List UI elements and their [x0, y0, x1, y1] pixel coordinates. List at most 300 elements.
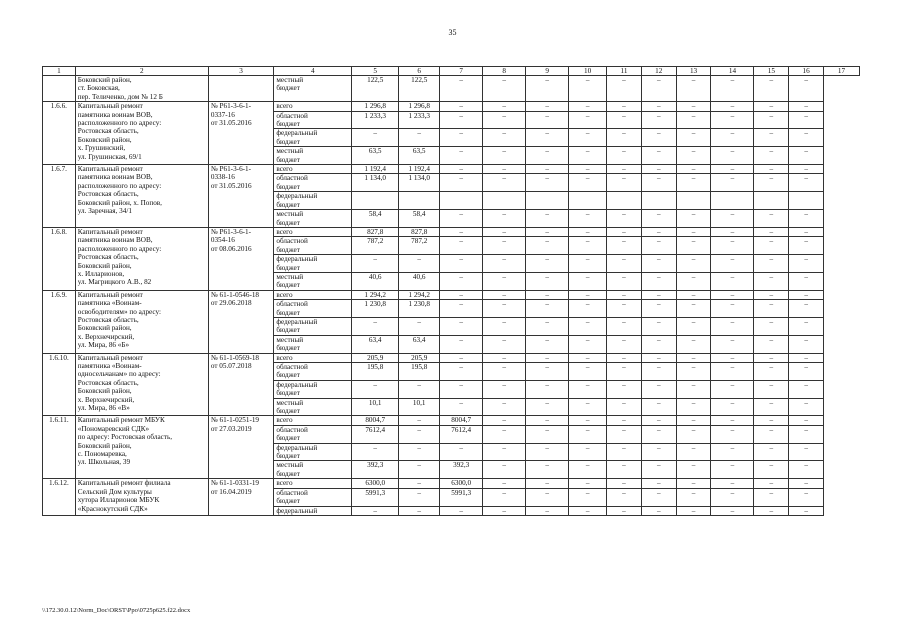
- header-cell: 3: [208, 67, 274, 76]
- header-cell: 13: [676, 67, 711, 76]
- amount-cell: –: [483, 237, 526, 255]
- amount-cell: –: [789, 443, 824, 461]
- funding-source: [274, 165, 352, 174]
- amount-cell: –: [483, 398, 526, 416]
- amount-cell: 5991,3: [352, 488, 399, 506]
- amount-cell: –: [483, 210, 526, 228]
- description-line: Боковский район,: [77, 261, 132, 270]
- amount-cell: –: [754, 506, 789, 515]
- funding-source: [274, 129, 352, 147]
- amount-cell: –: [676, 102, 711, 111]
- amount-cell: –: [676, 317, 711, 335]
- table-row: [43, 479, 860, 488]
- item-description: [75, 416, 208, 479]
- amount-cell: –: [440, 443, 483, 461]
- amount-cell: –: [483, 461, 526, 479]
- description-line: памятника воинам ВОВ,: [77, 110, 153, 119]
- funding-source-line: федеральный: [276, 192, 318, 201]
- amount-cell: –: [526, 398, 569, 416]
- amount-cell: 63,4: [352, 335, 399, 353]
- amount-cell: –: [789, 317, 824, 335]
- amount-cell: –: [483, 506, 526, 515]
- funding-source: [274, 255, 352, 273]
- amount-cell: 58,4: [399, 210, 440, 228]
- amount-cell: –: [676, 290, 711, 299]
- amount-cell: –: [569, 380, 607, 398]
- amount-cell: –: [440, 102, 483, 111]
- amount-cell: –: [440, 129, 483, 147]
- document-line: № 61-1-0251-19: [210, 416, 260, 425]
- amount-cell: 8004,7: [352, 416, 399, 425]
- funding-source: [274, 461, 352, 479]
- funding-source: [274, 425, 352, 443]
- document-line: от 31.05.2016: [210, 181, 252, 190]
- amount-cell: –: [711, 363, 754, 381]
- funding-source: [274, 416, 352, 425]
- amount-cell: 195,8: [399, 363, 440, 381]
- amount-cell: –: [607, 272, 642, 290]
- amount-cell: –: [569, 102, 607, 111]
- funding-source-line: бюджет: [276, 452, 300, 461]
- amount-cell: –: [641, 461, 676, 479]
- amount-cell: [607, 192, 642, 210]
- description-line: ст. Боковская,: [77, 84, 120, 93]
- amount-cell: –: [526, 174, 569, 192]
- expertise-document: [208, 290, 274, 353]
- table-body: [43, 76, 860, 516]
- description-line: Боковский район,: [77, 387, 132, 396]
- amount-cell: –: [711, 416, 754, 425]
- description-line: ул. Заречная, 34/1: [77, 207, 132, 216]
- amount-cell: 58,4: [352, 210, 399, 228]
- expertise-document: [208, 479, 274, 516]
- amount-cell: –: [711, 425, 754, 443]
- amount-cell: –: [641, 129, 676, 147]
- amount-cell: –: [352, 255, 399, 273]
- table-row: [43, 102, 860, 111]
- funding-source-line: бюджет: [276, 263, 300, 272]
- amount-cell: –: [483, 111, 526, 129]
- document-line: № Р61-3-6-1-: [210, 227, 252, 236]
- description-line: Боковский район,: [77, 135, 132, 144]
- funding-source: [274, 363, 352, 381]
- amount-cell: –: [789, 506, 824, 515]
- amount-cell: –: [526, 76, 569, 102]
- amount-cell: –: [711, 272, 754, 290]
- amount-cell: 392,3: [352, 461, 399, 479]
- amount-cell: –: [676, 461, 711, 479]
- funding-source-line: федеральный: [276, 380, 318, 389]
- amount-cell: –: [569, 147, 607, 165]
- amount-cell: –: [641, 335, 676, 353]
- amount-cell: –: [607, 416, 642, 425]
- amount-cell: –: [754, 290, 789, 299]
- amount-cell: –: [754, 335, 789, 353]
- amount-cell: [352, 192, 399, 210]
- description-line: Ростовская область,: [77, 378, 139, 387]
- header-cell: 14: [711, 67, 754, 76]
- amount-cell: –: [754, 237, 789, 255]
- amount-cell: –: [607, 174, 642, 192]
- amount-cell: –: [483, 102, 526, 111]
- funding-source: [274, 102, 352, 111]
- funding-source-line: бюджет: [276, 218, 300, 227]
- table-row: [43, 416, 860, 425]
- amount-cell: –: [789, 425, 824, 443]
- description-line: памятника воинам ВОВ,: [77, 173, 153, 182]
- amount-cell: –: [676, 416, 711, 425]
- item-description: [75, 165, 208, 228]
- amount-cell: –: [569, 174, 607, 192]
- funding-source-line: областной: [276, 174, 308, 183]
- description-line: ул. Магрицкого А.В., 82: [77, 278, 152, 287]
- document-line: от 27.03.2019: [210, 424, 252, 433]
- amount-cell: –: [711, 506, 754, 515]
- header-cell: 5: [352, 67, 399, 76]
- funding-source: [274, 174, 352, 192]
- amount-cell: –: [641, 227, 676, 236]
- amount-cell: –: [641, 174, 676, 192]
- amount-cell: –: [641, 290, 676, 299]
- amount-cell: –: [711, 300, 754, 318]
- amount-cell: –: [440, 363, 483, 381]
- amount-cell: –: [440, 353, 483, 362]
- funding-source-line: федеральный: [276, 443, 318, 452]
- amount-cell: –: [607, 300, 642, 318]
- amount-cell: 63,5: [399, 147, 440, 165]
- amount-cell: 10,1: [399, 398, 440, 416]
- amount-cell: –: [641, 506, 676, 515]
- amount-cell: –: [607, 111, 642, 129]
- amount-cell: –: [789, 479, 824, 488]
- amount-cell: –: [676, 443, 711, 461]
- description-line: ул. Школьная, 39: [77, 458, 131, 467]
- description-line: ул. Мира, 86 «Б»: [77, 341, 130, 350]
- amount-cell: –: [754, 300, 789, 318]
- amount-cell: –: [789, 353, 824, 362]
- amount-cell: 1 296,8: [352, 102, 399, 111]
- amount-cell: –: [569, 111, 607, 129]
- funding-source-line: всего: [276, 416, 293, 425]
- amount-cell: –: [483, 76, 526, 102]
- table-header: [43, 67, 860, 76]
- funding-source-line: бюджет: [276, 137, 300, 146]
- description-line: «Пономаревский СДК»: [77, 424, 150, 433]
- amount-cell: –: [641, 237, 676, 255]
- description-line: расположенного по адресу:: [77, 119, 162, 128]
- expertise-document: [208, 353, 274, 416]
- amount-cell: –: [711, 488, 754, 506]
- amount-cell: –: [483, 227, 526, 236]
- amount-cell: –: [607, 147, 642, 165]
- amount-cell: –: [483, 488, 526, 506]
- amount-cell: –: [399, 488, 440, 506]
- header-row: [43, 67, 860, 76]
- amount-cell: 205,9: [352, 353, 399, 362]
- amount-cell: –: [483, 425, 526, 443]
- amount-cell: –: [754, 363, 789, 381]
- amount-cell: –: [569, 488, 607, 506]
- amount-cell: –: [483, 479, 526, 488]
- amount-cell: –: [676, 488, 711, 506]
- header-cell: 11: [607, 67, 642, 76]
- funding-source-line: всего: [276, 290, 293, 299]
- amount-cell: 1 192,4: [399, 165, 440, 174]
- amount-cell: –: [569, 461, 607, 479]
- table-row: [43, 227, 860, 236]
- header-cell: 8: [483, 67, 526, 76]
- funding-source-line: бюджет: [276, 155, 300, 164]
- amount-cell: –: [676, 129, 711, 147]
- item-number: [43, 76, 76, 102]
- amount-cell: –: [399, 443, 440, 461]
- amount-cell: –: [483, 290, 526, 299]
- amount-cell: –: [676, 425, 711, 443]
- amount-cell: –: [526, 210, 569, 228]
- item-number: 1.6.6.: [43, 102, 76, 165]
- amount-cell: –: [641, 210, 676, 228]
- description-line: расположенного по адресу:: [77, 181, 162, 190]
- amount-cell: –: [607, 398, 642, 416]
- amount-cell: –: [399, 317, 440, 335]
- amount-cell: –: [526, 165, 569, 174]
- amount-cell: –: [526, 461, 569, 479]
- document-line: № 61-1-0331-19: [210, 479, 260, 488]
- amount-cell: –: [607, 479, 642, 488]
- description-line: х. Верхнечирский,: [77, 395, 135, 404]
- funding-source-line: всего: [276, 479, 293, 488]
- amount-cell: –: [483, 443, 526, 461]
- funding-source: [274, 76, 352, 102]
- amount-cell: –: [483, 335, 526, 353]
- amount-cell: –: [711, 210, 754, 228]
- amount-cell: –: [569, 425, 607, 443]
- funding-source-line: бюджет: [276, 407, 300, 416]
- amount-cell: –: [676, 353, 711, 362]
- amount-cell: –: [607, 461, 642, 479]
- funding-source-line: федеральный: [276, 255, 318, 264]
- amount-cell: –: [569, 506, 607, 515]
- funding-source: [274, 290, 352, 299]
- item-number: 1.6.7.: [43, 165, 76, 228]
- amount-cell: –: [526, 488, 569, 506]
- funding-source-line: всего: [276, 353, 293, 362]
- document-line: от 08.06.2016: [210, 244, 252, 253]
- funding-source: [274, 300, 352, 318]
- amount-cell: –: [711, 398, 754, 416]
- description-line: Боковский район, х. Попов,: [77, 198, 162, 207]
- funding-source: [274, 443, 352, 461]
- amount-cell: –: [607, 488, 642, 506]
- amount-cell: –: [607, 165, 642, 174]
- amount-cell: –: [754, 111, 789, 129]
- funding-source: [274, 335, 352, 353]
- item-description: [75, 479, 208, 516]
- amount-cell: –: [440, 237, 483, 255]
- description-line: «Краснокутский СДК»: [77, 504, 148, 513]
- funding-source-line: местный: [276, 335, 304, 344]
- amount-cell: 787,2: [399, 237, 440, 255]
- amount-cell: 7612,4: [352, 425, 399, 443]
- amount-cell: –: [399, 129, 440, 147]
- amount-cell: –: [440, 380, 483, 398]
- funding-source: [274, 398, 352, 416]
- amount-cell: –: [526, 353, 569, 362]
- amount-cell: –: [711, 147, 754, 165]
- funding-source-line: местный: [276, 398, 304, 407]
- amount-cell: –: [440, 174, 483, 192]
- amount-cell: –: [676, 227, 711, 236]
- funding-source: [274, 111, 352, 129]
- amount-cell: 205,9: [399, 353, 440, 362]
- document-line: 0338-16: [210, 173, 235, 182]
- expertise-document: [208, 227, 274, 290]
- amount-cell: –: [711, 129, 754, 147]
- header-cell: 4: [274, 67, 352, 76]
- amount-cell: –: [641, 398, 676, 416]
- amount-cell: 1 294,2: [352, 290, 399, 299]
- description-line: Капитальный ремонт: [77, 353, 143, 362]
- amount-cell: –: [440, 111, 483, 129]
- funding-source: [274, 227, 352, 236]
- document-line: от 16.04.2019: [210, 487, 252, 496]
- funding-source-line: бюджет: [276, 371, 300, 380]
- funding-source: [274, 353, 352, 362]
- header-cell: 16: [789, 67, 824, 76]
- amount-cell: –: [352, 317, 399, 335]
- amount-cell: –: [641, 147, 676, 165]
- amount-cell: –: [569, 363, 607, 381]
- amount-cell: –: [641, 165, 676, 174]
- description-line: односельчанам» по адресу:: [77, 370, 161, 379]
- amount-cell: –: [483, 300, 526, 318]
- document-line: 0337-16: [210, 110, 235, 119]
- amount-cell: –: [789, 488, 824, 506]
- amount-cell: –: [607, 290, 642, 299]
- amount-cell: –: [789, 237, 824, 255]
- document-line: от 29.06.2018: [210, 299, 252, 308]
- amount-cell: –: [754, 165, 789, 174]
- funding-source-line: бюджет: [276, 182, 300, 191]
- amount-cell: –: [789, 398, 824, 416]
- amount-cell: –: [754, 255, 789, 273]
- amount-cell: –: [526, 443, 569, 461]
- description-line: Капитальный ремонт: [77, 102, 143, 111]
- amount-cell: –: [569, 479, 607, 488]
- amount-cell: –: [641, 76, 676, 102]
- description-line: ул. Грушинская, 69/1: [77, 152, 142, 161]
- amount-cell: 1 230,8: [399, 300, 440, 318]
- amount-cell: [483, 192, 526, 210]
- amount-cell: –: [440, 506, 483, 515]
- amount-cell: –: [754, 461, 789, 479]
- amount-cell: –: [676, 147, 711, 165]
- amount-cell: –: [440, 227, 483, 236]
- amount-cell: –: [526, 272, 569, 290]
- amount-cell: –: [641, 488, 676, 506]
- funding-source: [274, 272, 352, 290]
- amount-cell: –: [754, 272, 789, 290]
- item-description: [75, 227, 208, 290]
- amount-cell: –: [399, 380, 440, 398]
- amount-cell: –: [483, 147, 526, 165]
- amount-cell: –: [526, 363, 569, 381]
- amount-cell: –: [352, 380, 399, 398]
- amount-cell: –: [526, 335, 569, 353]
- item-number: 1.6.10.: [43, 353, 76, 416]
- document-line: от 31.05.2016: [210, 119, 252, 128]
- amount-cell: –: [607, 380, 642, 398]
- amount-cell: –: [526, 290, 569, 299]
- amount-cell: –: [676, 398, 711, 416]
- expertise-document: [208, 165, 274, 228]
- funding-source-line: бюджет: [276, 434, 300, 443]
- financing-table: [42, 66, 860, 516]
- amount-cell: –: [526, 237, 569, 255]
- header-cell: 1: [43, 67, 76, 76]
- amount-cell: 7612,4: [440, 425, 483, 443]
- table-row: [43, 290, 860, 299]
- amount-cell: –: [789, 147, 824, 165]
- funding-source-line: бюджет: [276, 84, 300, 93]
- amount-cell: 5991,3: [440, 488, 483, 506]
- amount-cell: –: [711, 111, 754, 129]
- amount-cell: –: [526, 227, 569, 236]
- item-description: [75, 353, 208, 416]
- description-line: Боковский район,: [77, 324, 132, 333]
- amount-cell: –: [754, 102, 789, 111]
- amount-cell: –: [483, 380, 526, 398]
- amount-cell: –: [399, 506, 440, 515]
- amount-cell: –: [754, 174, 789, 192]
- table-row: [43, 353, 860, 362]
- amount-cell: –: [789, 335, 824, 353]
- item-description: [75, 290, 208, 353]
- funding-source: [274, 210, 352, 228]
- item-number: 1.6.9.: [43, 290, 76, 353]
- amount-cell: –: [399, 425, 440, 443]
- amount-cell: –: [607, 255, 642, 273]
- amount-cell: –: [569, 335, 607, 353]
- amount-cell: –: [641, 317, 676, 335]
- amount-cell: –: [641, 272, 676, 290]
- description-line: Боковский район,: [77, 76, 132, 84]
- amount-cell: –: [352, 506, 399, 515]
- item-number: 1.6.11.: [43, 416, 76, 479]
- amount-cell: –: [676, 76, 711, 102]
- header-cell: 9: [526, 67, 569, 76]
- amount-cell: –: [711, 165, 754, 174]
- amount-cell: –: [754, 317, 789, 335]
- amount-cell: –: [711, 227, 754, 236]
- header-cell: 6: [399, 67, 440, 76]
- description-line: Капитальный ремонт: [77, 290, 143, 299]
- amount-cell: –: [483, 129, 526, 147]
- amount-cell: –: [569, 290, 607, 299]
- funding-source-line: областной: [276, 300, 308, 309]
- amount-cell: –: [607, 363, 642, 381]
- amount-cell: –: [676, 363, 711, 381]
- amount-cell: –: [440, 272, 483, 290]
- amount-cell: –: [526, 506, 569, 515]
- description-line: с. Пономаревка,: [77, 450, 127, 459]
- funding-source-line: всего: [276, 227, 293, 236]
- description-line: Ростовская область,: [77, 253, 139, 262]
- amount-cell: –: [399, 416, 440, 425]
- amount-cell: –: [483, 255, 526, 273]
- funding-source: [274, 380, 352, 398]
- amount-cell: –: [607, 353, 642, 362]
